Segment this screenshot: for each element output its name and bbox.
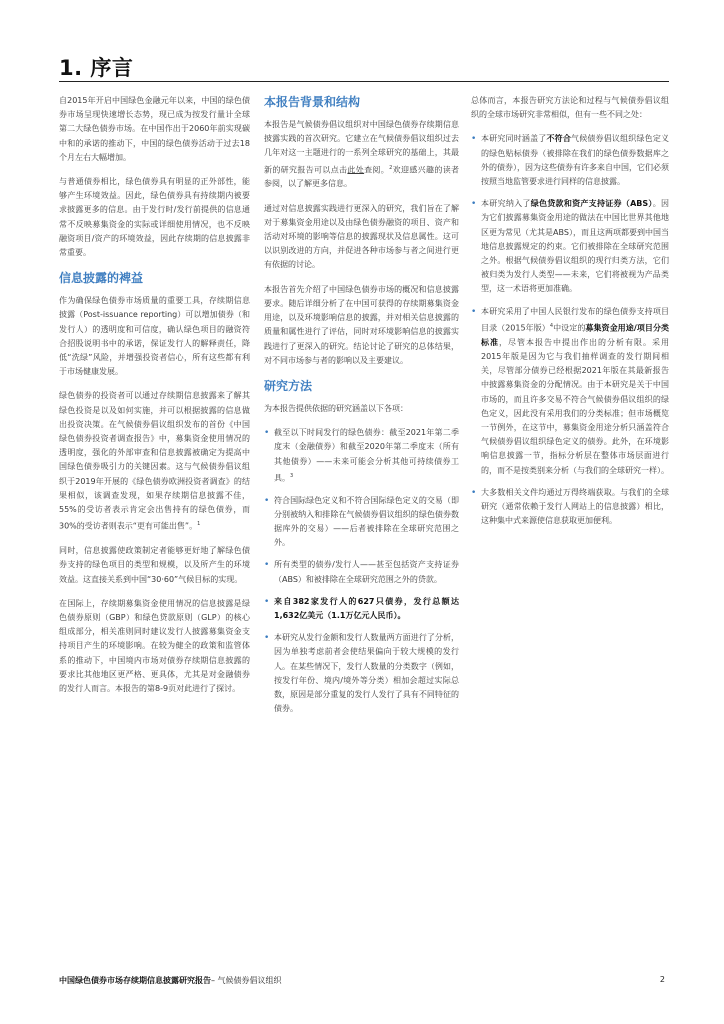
list-item-bold-text: 不符合 — [546, 134, 572, 144]
list-item — [264, 595, 459, 623]
intro-paragraph: 自2015年开启中国绿色金融元年以来，中国的绿色债券市场呈现快速增长态势，现已成为按发行量计全球第二大绿色债券市场。在中国作出于2060年前实现碳中和的承诺的推动下，中国的绿色债券活动于过去18个月左右大幅增加。 — [59, 96, 250, 162]
footer-report-title: 中国绿色债券市场存续期信息披露研究报告 — [59, 976, 211, 985]
list-item — [471, 305, 669, 478]
list-item-text: 本研究纳入了 — [481, 199, 531, 209]
investor-survey-text: 绿色债券的投资者可以通过存续期信息披露来了解其绿色投资是以及如何实施，并可以根据披露的信息做出投资决策。在气候债券倡议组织发布的首份《中国绿色债券投资者调查报告》中，募集资金使用情况的透明度，强化的外部审查和信息披露被确定为提高中国绿色债券吸引力的关键因素。这与气候债券倡议组织于2019年开展的《绿色债券欧洲投资者调查》的结果相似，该调查发现，如果存续期信息披露不佳，55%的受访者表示肯定会出售持有的绿色债券，而30%的受访者则表示“更有可能出售”。 — [59, 391, 250, 531]
list-item — [264, 426, 459, 485]
list-item: • 大多数相关文件均通过万得终端获取。与我们的全球研究（通常依赖于发行人网站上的信息披露）相比，这种集中式来源使信息获取更加便利。 — [471, 486, 669, 529]
list-item: • 所有类型的债券/发行人——甚至包括资产支持证券（ABS）和被排除在全球研究范围之外的贷款。 — [264, 558, 459, 586]
page-footer — [59, 975, 282, 986]
footer-org: – 气候债券倡议组织 — [211, 976, 282, 985]
methodology-heading: 研究方法 — [264, 378, 313, 393]
background-text-a: 本报告是气候债券倡议组织对中国绿色债券存续期信息披露实践的首次研究。它建立在气候债券倡议组织过去几年对这一主题进行的一系列全球研究的基础上，其最新的研究报告可以点击 — [264, 120, 459, 175]
coverage-intro: 为本报告提供依据的研究涵盖以下各项： — [264, 403, 408, 413]
externality-paragraph: 与普通债券相比，绿色债券具有明显的正外部性，能够产生环境效益。因此，绿色债券具有持续期内被要求披露更多的信息。由于发行时/发行前提供的信息通常不反映募集资金的实际或详细使用情况，也不反映融资项目/资产的环境效益，因此存续期的信息披露非常重要。 — [59, 177, 250, 258]
page-number: 2 — [659, 975, 665, 984]
disclosure-benefits-heading: 信息披露的裨益 — [59, 271, 144, 286]
list-item-text: 本研究采用了中国人民银行发布的绿色债券支持项目目录（2015年版） — [481, 306, 669, 333]
column-middle — [264, 94, 459, 724]
differences-list — [471, 132, 669, 528]
column-left — [59, 94, 250, 706]
list-item — [471, 132, 669, 189]
disclosure-tool-paragraph: 作为确保绿色债券市场质量的重要工具，存续期信息披露（Post-issuance reporting）可以增加债券（和发行人）的透明度和可信度，确认绿色项目的融资符合招股说明书中的承诺，保证发行人的解释责任，降低“洗绿”风险，并增强投资者信心，所有这些都有利于市场健康发展。 — [59, 296, 250, 377]
differences-intro: 总体而言，本报告研究方法论和过程与气候债券倡议组织的全球市场研究非常相似，但有一些不同之处： — [471, 96, 669, 120]
coverage-list — [264, 426, 459, 716]
list-item-text: 本研究同时涵盖了 — [481, 134, 547, 144]
footnote-marker[interactable]: 2 — [389, 164, 393, 171]
background-paragraph — [264, 118, 459, 192]
list-item-bold-text: 绿色贷款和资产支持证券（ABS） — [530, 199, 653, 209]
list-item-text: 中设定的 — [553, 323, 586, 333]
page-title: 1. 序言 — [59, 56, 134, 80]
footnote-marker[interactable]: 3 — [290, 472, 294, 479]
here-link[interactable]: 此处 — [347, 165, 365, 175]
structure-paragraph: 本报告首先介绍了中国绿色债券市场的概况和信息披露要求。随后详细分析了在中国可获得的存续期募集资金用途，以及环境影响信息的披露，并对相关信息披露的质量和属性进行了评估，同时对环境影响信息的披露实践进行了更深入的研究。结论讨论了研究的总体结果，对不同市场参与者的影响以及主要建议。 — [264, 284, 459, 365]
investor-survey-paragraph — [59, 389, 250, 534]
list-item-text: 。因为它们披露募集资金用途的做法在中国比世界其他地区更为常见（尤其是ABS），而且这两项都要到中国当地信息披露规定的约束。它们被排除在全球研究范围之外。根据气候债券倡议组织的现行归类方法，它们被归类为发行人类型——未来，它们将被视为产品类型，这一术语将更加准确。 — [481, 199, 670, 294]
background-text-b: 查阅。 — [364, 165, 390, 175]
international-paragraph: 在国际上，存续期募集资金使用情况的信息披露是绿色债券原则（GBP）和绿色贷款原则（GLP）的核心组成部分，相关准则同时建议发行人披露募集资金支持项目产生的环境影响。在较为健全的政策和监管体系的推动下，中国境内市场对债券存续期信息披露的要求比其他地区更严格、更具体，尤其是对金融债券的发行人而言。本报告的第8-9页对此进行了探讨。 — [59, 598, 250, 693]
title-divider — [59, 81, 669, 82]
list-item-bold-text: 募集资金用途/项目分类标准 — [481, 323, 670, 347]
column-right — [471, 94, 669, 536]
aim-paragraph: 通过对信息披露实践进行更深入的研究，我们旨在了解对于募集资金用途以及由绿色债券融资的项目、资产和活动对环境的影响等信息的披露现状及信息属性。这可以识别改进的方向，并促进各种市场参与者之间进行更有依据的讨论。 — [264, 203, 459, 270]
list-item-text: 气候债券倡议组织绿色定义的绿色贴标债券（被排除在我们的绿色债券数据库之外的债券），因为这些债券有许多来自中国，它们必须按照当地监管要求进行同样的信息披露。 — [481, 134, 670, 187]
policy-paragraph: 同时，信息披露使政策制定者能够更好地了解绿色债券支持的绿色项目的类型和规模，以及所产生的环境效益。这直接关系到中国“30·60”气候目标的实现。 — [59, 546, 250, 584]
footnote-marker[interactable]: 4 — [549, 322, 554, 329]
background-text-c: 欢迎感兴趣的读者参阅，以了解更多信息。 — [264, 165, 460, 189]
list-item: • 本研究从发行金额和发行人数量两方面进行了分析，因为单独考虑前者会使结果偏向于较大规模的发行人。在某些情况下，发行人数量的分类数字（例如，按发行年份、境内/境外等分类）相加会超过实际总数，原因是部分重复的发行人发行了具有不同特征的债券。 — [264, 631, 459, 716]
list-item-bold-text: 来自382家发行人的627只债券，发行总额达1,632亿美元（1.1万亿元人民币）。 — [274, 596, 459, 620]
footnote-marker[interactable]: 1 — [197, 521, 201, 528]
list-item-text: 截至以下时间发行的绿色债券：截至2021年第二季度末（金融债券）和截至2020年第二季度末（所有其他债券）——未来可能会分析其他可持续债券工具。 — [274, 428, 459, 483]
list-item: • 符合国际绿色定义和不符合国际绿色定义的交易（即分别被纳入和排除在气候债券倡议组织的绿色债券数据库外的交易）——后者被排除在全球研究范围之外。 — [264, 494, 459, 551]
background-heading: 本报告背景和结构 — [264, 95, 361, 109]
list-item — [471, 197, 669, 296]
list-item-text: ，尽管本报告中提出作出的分析有限。采用2015年版是因为它与我们抽样调查的发行期间相关，尽管部分债券已经根据2021年版在其最新报告中披露募集资金的分配情况。由于本研究是关于中国市场的，而且许多交易不符合气候债券倡议组织的绿色定义，因此没有采用我们的分类标准；但市场概览一节例外，在这节中，募集资金用途分析只涵盖符合气候债券倡议组织绿色定义的债券。此外，在环境影响信息披露一节，指标分析层在整体市场层面进行的，而不是按类别来分析（与我们的全球研究一样）。 — [481, 337, 669, 475]
